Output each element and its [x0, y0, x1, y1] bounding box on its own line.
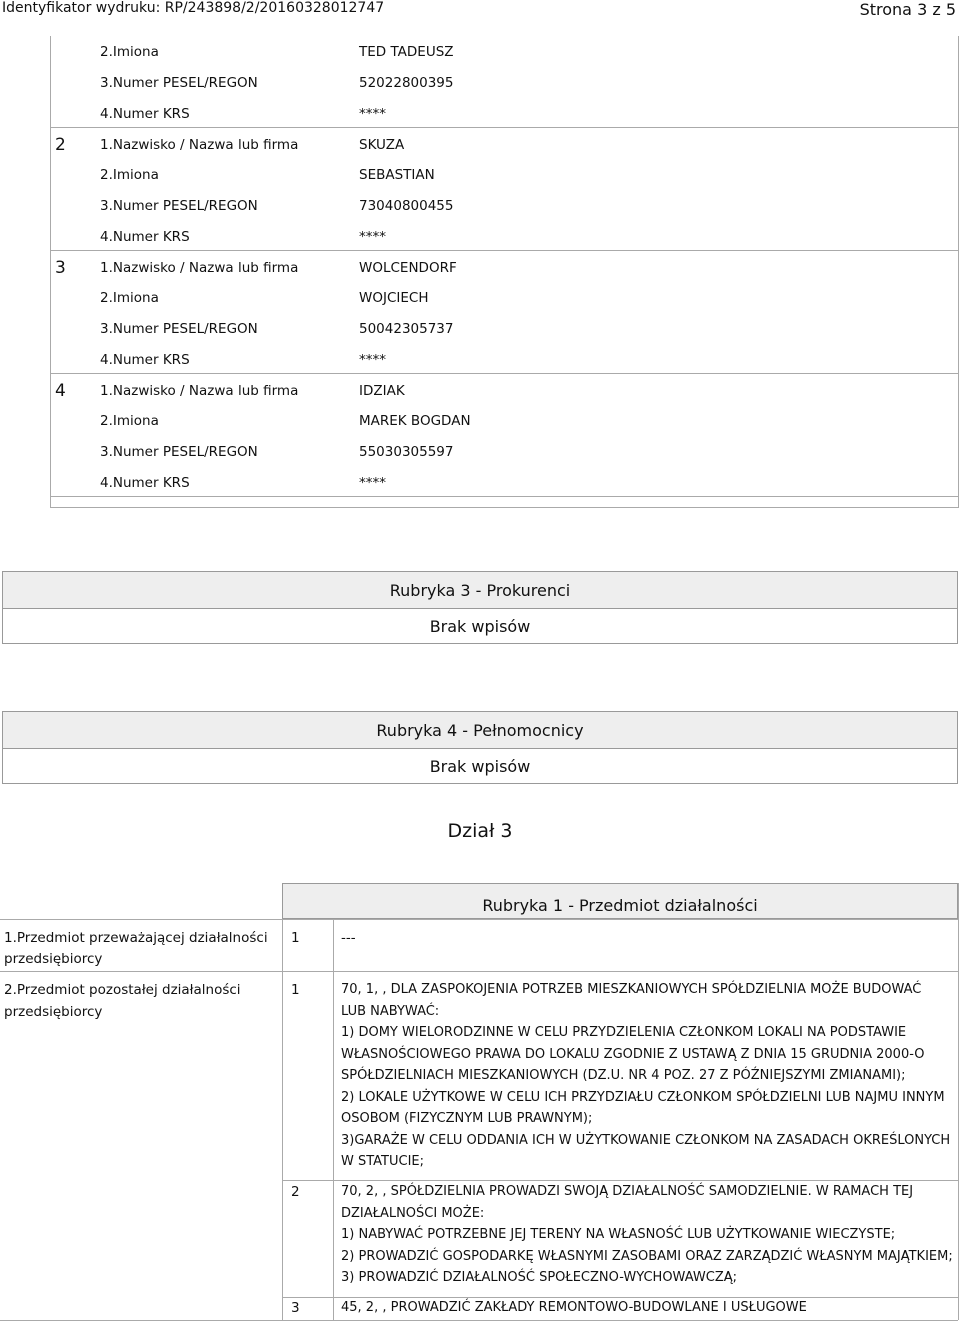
imiona-value: TED TADEUSZ [359, 44, 454, 60]
table-border-right [958, 36, 959, 508]
text-line: 2) LOKALE UŻYTKOWE W CELU ICH PRZYDZIAŁU CZŁONKOM SPÓŁDZIELNI LUB NAJMU INNYM [341, 1089, 945, 1105]
nazwisko-value: WOLCENDORF [359, 260, 457, 276]
text-line: 45, 2, , PROWADZIĆ ZAKŁADY REMONTOWO-BUDOWLANE I USŁUGOWE [341, 1300, 807, 1315]
row-divider [50, 496, 958, 497]
imiona-label: 2.Imiona [100, 44, 159, 60]
person-number: 4 [55, 381, 66, 401]
nazwisko-label: 1.Nazwisko / Nazwa lub firma [100, 260, 299, 276]
print-header [0, 0, 960, 20]
item-label-continued: przedsiębiorcy [4, 1004, 103, 1020]
table-bottom [0, 1320, 958, 1321]
pesel-value: 55030305597 [359, 444, 454, 460]
rubryka-3-header [2, 571, 958, 609]
imiona-value: MAREK BOGDAN [359, 413, 471, 429]
pesel-value: 73040800455 [359, 198, 454, 214]
nazwisko-label: 1.Nazwisko / Nazwa lub firma [100, 383, 299, 399]
text-line: 1) NABYWAĆ POTRZEBNE JEJ TERENY NA WŁASNOŚĆ LUB UŻYTKOWANIE WIECZYSTE; [341, 1227, 896, 1242]
pesel-label: 3.Numer PESEL/REGON [100, 444, 258, 460]
text-line: DZIAŁALNOŚCI MOŻE: [341, 1205, 485, 1221]
dzial-title: Dział 3 [447, 820, 513, 842]
rubryka-3-body [2, 608, 958, 644]
imiona-value: WOJCIECH [359, 290, 429, 306]
item-label: 1.Przedmiot przeważającej działalności [4, 930, 268, 946]
text-line: 70, 1, , DLA ZASPOKOJENIA POTRZEB MIESZKANIOWYCH SPÓŁDZIELNIA MOŻE BUDOWAĆ [341, 982, 922, 997]
col-divider [282, 919, 283, 1320]
rubryka-3-title: Rubryka 3 - Prokurenci [389, 581, 571, 600]
imiona-label: 2.Imiona [100, 290, 159, 306]
col-divider [333, 919, 334, 1320]
pesel-label: 3.Numer PESEL/REGON [100, 321, 258, 337]
person-number: 2 [55, 135, 66, 155]
rubryka-4-title: Rubryka 4 - Pełnomocnicy [376, 721, 584, 740]
table-border-left [50, 36, 51, 508]
entry-number: 2 [291, 1184, 300, 1200]
krs-value: **** [359, 475, 386, 491]
imiona-value: SEBASTIAN [359, 167, 435, 183]
person-number: 3 [55, 258, 66, 278]
table-border-right [958, 883, 959, 1320]
entry-number: 3 [291, 1300, 300, 1316]
rubryka-4-header [2, 711, 958, 749]
nazwisko-value: SKUZA [359, 137, 405, 153]
rubryka-4-empty: Brak wpisów [429, 757, 531, 776]
table-bottom [50, 507, 958, 508]
text-line: 3)GARAŻE W CELU ODDANIA ICH W UŻYTKOWANIE CZŁONKOM NA ZASADACH OKREŚLONYCH [341, 1132, 951, 1148]
entry-value: --- [341, 930, 356, 946]
entry-text [341, 1181, 953, 1289]
text-line: W STATUCIE; [341, 1154, 425, 1169]
text-line: OSOBOM (FIZYCZNYM LUB PRAWNYM); [341, 1111, 593, 1126]
pesel-value: 50042305737 [359, 321, 454, 337]
imiona-label: 2.Imiona [100, 413, 159, 429]
nazwisko-label: 1.Nazwisko / Nazwa lub firma [100, 137, 299, 153]
entry-text [341, 1297, 807, 1319]
entry-number: 1 [291, 930, 300, 946]
text-line: LUB NABYWAĆ: [341, 1003, 440, 1019]
row-divider [50, 127, 958, 128]
text-line: 1) DOMY WIELORODZINNE W CELU PRZYDZIELENIA CZŁONKOM LOKALI NA PODSTAWIE [341, 1025, 907, 1040]
row-divider [0, 919, 958, 920]
text-line: 3) PROWADZIĆ DZIAŁALNOŚĆ SPOŁECZNO-WYCHOWAWCZĄ; [341, 1270, 737, 1285]
krs-label: 4.Numer KRS [100, 352, 190, 368]
rubryka-1-header [282, 883, 958, 919]
nazwisko-value: IDZIAK [359, 383, 405, 399]
pesel-value: 52022800395 [359, 75, 454, 91]
krs-label: 4.Numer KRS [100, 475, 190, 491]
entry-text [341, 979, 950, 1173]
rubryka-3-empty: Brak wpisów [429, 617, 531, 636]
pesel-label: 3.Numer PESEL/REGON [100, 198, 258, 214]
print-identifier: Identyfikator wydruku: RP/243898/2/20160328012747 [2, 0, 385, 16]
text-line: 70, 2, , SPÓŁDZIELNIA PROWADZI SWOJĄ DZIAŁALNOŚĆ SAMODZIELNIE. W RAMACH TEJ [341, 1184, 914, 1199]
row-divider [50, 250, 958, 251]
krs-value: **** [359, 352, 386, 368]
page-number: Strona 3 z 5 [859, 0, 956, 19]
krs-value: **** [359, 106, 386, 122]
text-line: WŁASNOŚCIOWEGO PRAWA DO LOKALU ZGODNIE Z USTAWĄ Z DNIA 15 GRUDNIA 2000-O [341, 1046, 925, 1062]
rubryka-1-title: Rubryka 1 - Przedmiot działalności [482, 896, 758, 915]
text-line: SPÓŁDZIELNIACH MIESZKANIOWYCH (DZ.U. NR 4 POZ. 27 Z PÓŹNIEJSZYMI ZMIANAMI); [341, 1068, 906, 1083]
row-divider [50, 373, 958, 374]
krs-label: 4.Numer KRS [100, 229, 190, 245]
pesel-label: 3.Numer PESEL/REGON [100, 75, 258, 91]
item-label-continued: przedsiębiorcy [4, 951, 103, 967]
item-label: 2.Przedmiot pozostałej działalności [4, 982, 241, 998]
imiona-label: 2.Imiona [100, 167, 159, 183]
entry-number: 1 [291, 982, 300, 998]
krs-value: **** [359, 229, 386, 245]
row-divider [0, 971, 958, 972]
rubryka-4-body [2, 748, 958, 784]
krs-label: 4.Numer KRS [100, 106, 190, 122]
text-line: 2) PROWADZIĆ GOSPODARKĘ WŁASNYMI ZASOBAMI ORAZ ZARZĄDZIĆ WŁASNYM MAJĄTKIEM; [341, 1248, 953, 1264]
